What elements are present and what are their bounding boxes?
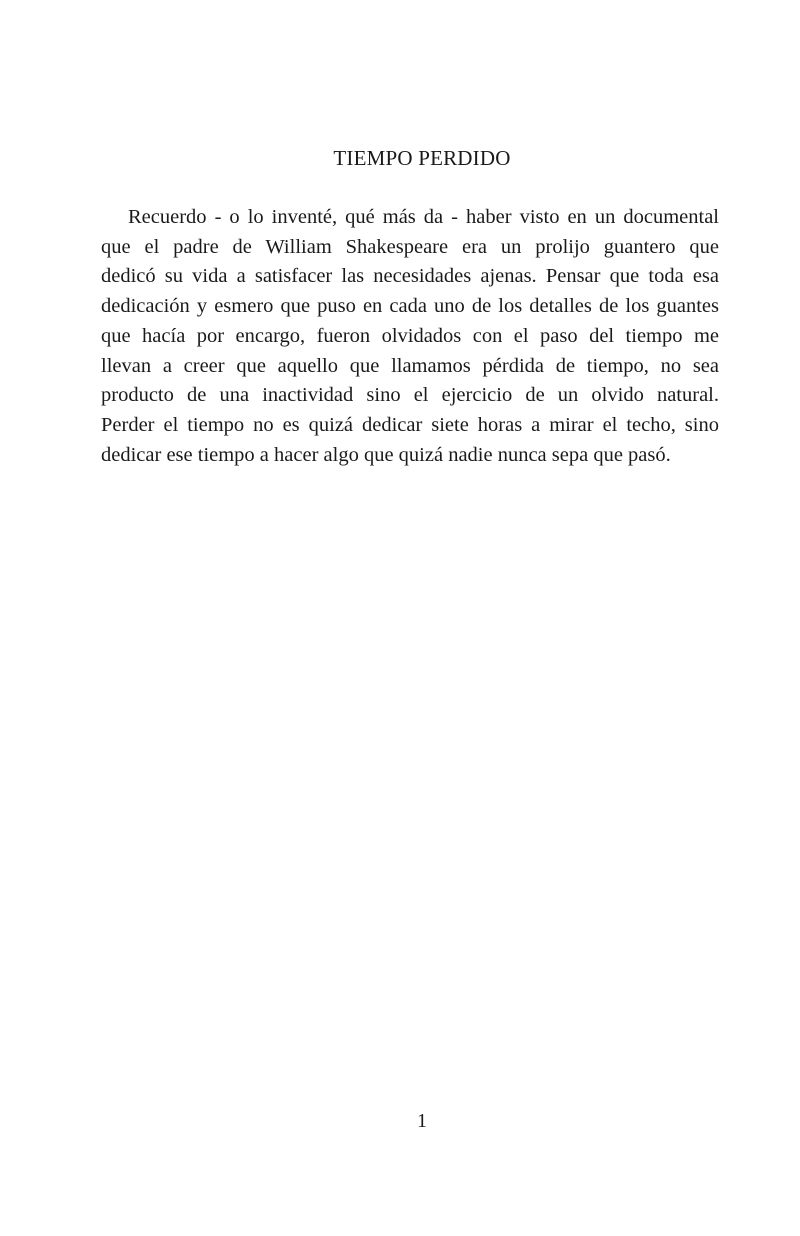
paragraph-line: dedicación y esmero que puso en cada uno de los detalles de los guantes [101, 295, 719, 318]
page-number: 1 [417, 1110, 427, 1132]
paragraph-line: dedicó su vida a satisfacer las necesidades ajenas. Pensar que toda esa [101, 265, 719, 288]
paragraph-line: llevan a creer que aquello que llamamos pérdida de tiempo, no sea [101, 354, 719, 377]
paragraph-line: dedicar ese tiempo a hacer algo que quizá nadie nunca sepa que pasó. [101, 443, 671, 466]
paragraph-line: que hacía por encargo, fueron olvidados con el paso del tiempo me [101, 324, 719, 347]
paragraph-line: producto de una inactividad sino el ejercicio de un olvido natural. [101, 384, 719, 407]
page-title: TIEMPO PERDIDO [333, 146, 511, 170]
paragraph-line: que el padre de William Shakespeare era un prolijo guantero que [101, 235, 719, 258]
paragraph-line: Perder el tiempo no es quizá dedicar siete horas a mirar el techo, sino [101, 413, 719, 436]
body-paragraph [101, 203, 719, 470]
paragraph-line: Recuerdo - o lo inventé, qué más da - haber visto en un documental [128, 206, 719, 228]
